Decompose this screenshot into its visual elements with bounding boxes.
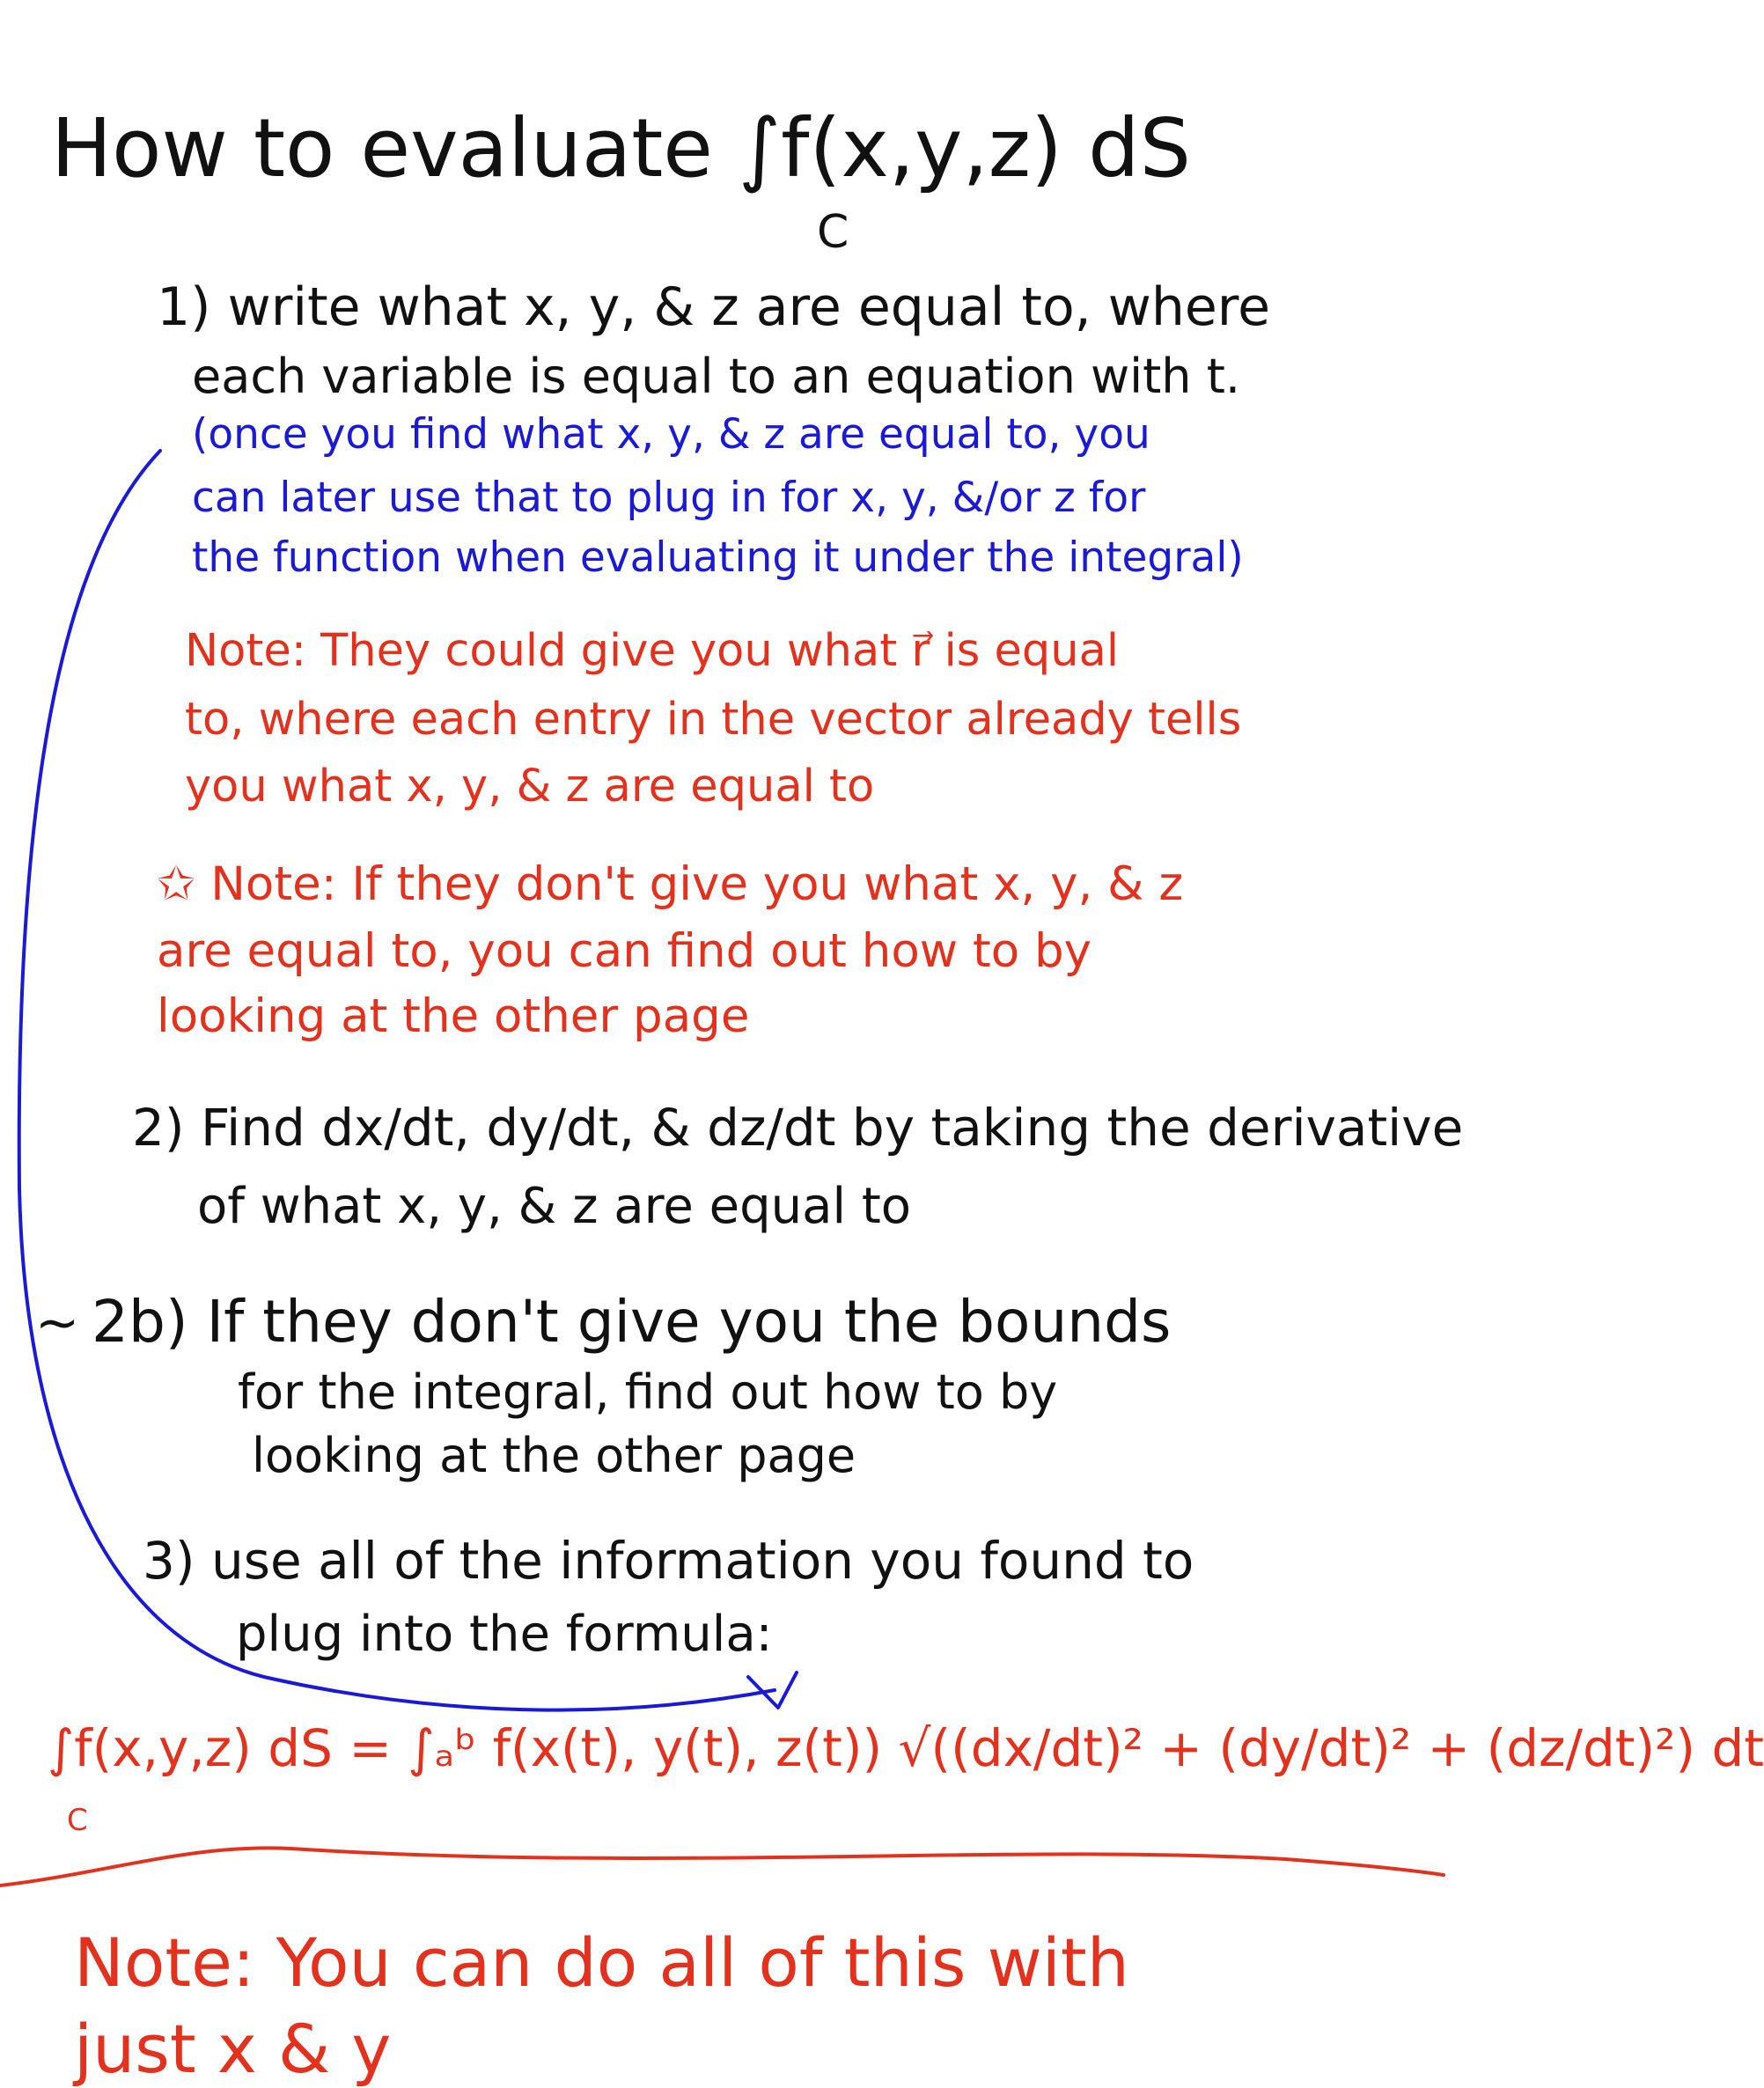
- step1-line1: 1) write what x, y, & z are equal to, where: [157, 276, 1271, 338]
- line-integral-formula: ∫f(x,y,z) dS = ∫ₐᵇ f(x(t), y(t), z(t)) √((dx/dt)² + (dy/dt)² + (dz/dt)²) dt: [48, 1718, 1764, 1778]
- blue-connector-arrow: [19, 451, 775, 1710]
- title-subscript: C: [817, 206, 849, 259]
- bottom-note-line1: Note: You can do all of this with: [74, 1923, 1129, 2002]
- red-separator-line: [0, 1848, 1444, 1886]
- step2-line1: 2) Find dx/dt, dy/dt, & dz/dt by taking the derivative: [132, 1098, 1464, 1158]
- step1-line2: each variable is equal to an equation with t.: [192, 349, 1241, 404]
- step1-blue-note-line3: the function when evaluating it under the integral): [192, 533, 1244, 582]
- step2b-line2: for the integral, find out how to by: [238, 1364, 1058, 1420]
- step1-note1-line3: you what x, y, & z are equal to: [185, 761, 875, 812]
- step2b-line1: 2b) If they don't give you the bounds: [92, 1288, 1172, 1356]
- formula-subscript: C: [67, 1803, 88, 1838]
- bottom-note-line2: just x & y: [74, 2010, 392, 2088]
- step1-note2-line3: looking at the other page: [157, 989, 750, 1043]
- page-title: How to evaluate ∫f(x,y,z) dS: [51, 101, 1191, 195]
- step2b-line3: looking at the other page: [252, 1428, 856, 1483]
- step1-note2-line2: are equal to, you can find out how to by: [157, 924, 1092, 978]
- step1-note1-line1: Note: They could give you what r⃗ is equal: [185, 625, 1120, 677]
- step1-note2-line1: ✩ Note: If they don't give you what x, y, & z: [157, 857, 1184, 911]
- step3-line2: plug into the formula:: [236, 1606, 773, 1663]
- step2-line2: of what x, y, & z are equal to: [197, 1178, 912, 1235]
- step1-note1-line2: to, where each entry in the vector already tells: [185, 694, 1242, 746]
- step2b-tilde: ~: [35, 1292, 80, 1354]
- step1-blue-note-line1: (once you find what x, y, & z are equal to, you: [192, 410, 1150, 459]
- step3-line1: 3) use all of the information you found to: [143, 1531, 1194, 1591]
- step1-blue-note-line2: can later use that to plug in for x, y, &/or z for: [192, 474, 1146, 522]
